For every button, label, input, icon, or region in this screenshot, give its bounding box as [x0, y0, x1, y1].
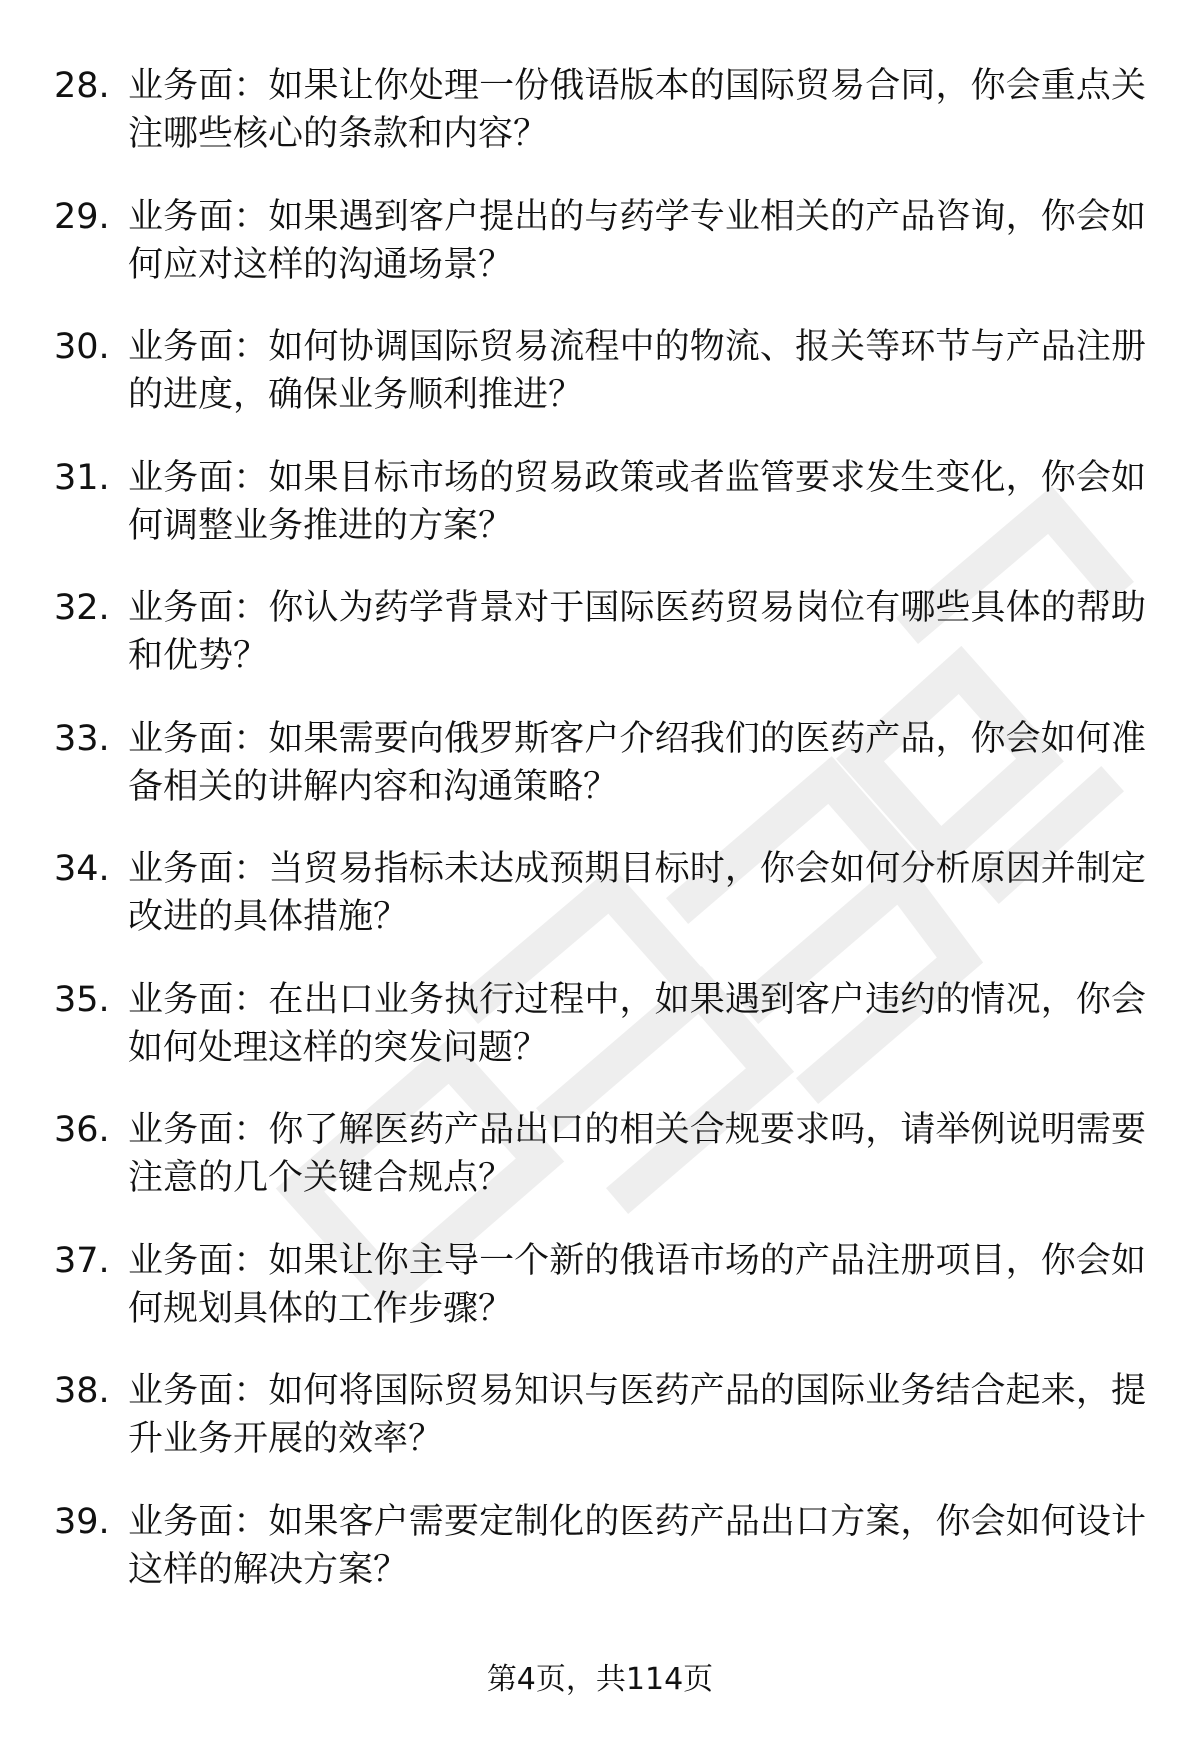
- question-text: 业务面：如果让你主导一个新的俄语市场的产品注册项目，你会如何规划具体的工作步骤？: [128, 1240, 1146, 1329]
- question-number: 38.: [54, 1371, 110, 1411]
- question-item: [0, 323, 1200, 454]
- question-item: [0, 1367, 1200, 1498]
- question-text: 业务面：你了解医药产品出口的相关合规要求吗，请举例说明需要注意的几个关键合规点？: [128, 1110, 1146, 1198]
- question-item: [0, 584, 1200, 715]
- question-number: 39.: [54, 1501, 110, 1542]
- question-text: 业务面：如果需要向俄罗斯客户介绍我们的医药产品，你会如何准备相关的讲解内容和沟通策略？: [128, 718, 1146, 807]
- question-text: 业务面：如果客户需要定制化的医药产品出口方案，你会如何设计这样的解决方案？: [128, 1501, 1146, 1590]
- question-text: 业务面：在出口业务执行过程中，如果遇到客户违约的情况，你会如何处理这样的突发问题？: [128, 979, 1146, 1068]
- question-number: 36.: [54, 1110, 110, 1150]
- question-item: [0, 62, 1200, 193]
- page-number-footer: 第4页，共114页: [486, 1662, 714, 1697]
- question-item: [0, 845, 1200, 976]
- question-list: [0, 62, 1200, 1628]
- question-text: 业务面：如何将国际贸易知识与医药产品的国际业务结合起来，提升业务开展的效率？: [128, 1371, 1146, 1459]
- question-number: 34.: [54, 849, 110, 889]
- question-item: [0, 715, 1200, 846]
- question-text: 业务面：如果遇到客户提出的与药学专业相关的产品咨询，你会如何应对这样的沟通场景？: [128, 196, 1146, 285]
- question-item: [0, 1106, 1200, 1237]
- question-text: 业务面：如果目标市场的贸易政策或者监管要求发生变化，你会如何调整业务推进的方案？: [128, 457, 1146, 546]
- question-item: [0, 454, 1200, 585]
- question-text: 业务面：如果让你处理一份俄语版本的国际贸易合同，你会重点关注哪些核心的条款和内容？: [128, 66, 1146, 154]
- question-number: 29.: [54, 196, 110, 237]
- question-number: 30.: [54, 327, 110, 367]
- question-item: [0, 976, 1200, 1107]
- question-number: 37.: [54, 1240, 110, 1281]
- question-number: 32.: [54, 588, 110, 628]
- question-item: [0, 193, 1200, 324]
- question-number: 28.: [54, 66, 110, 106]
- question-number: 35.: [54, 979, 110, 1020]
- question-number: 31.: [54, 457, 110, 498]
- question-number: 33.: [54, 718, 110, 759]
- question-text: 业务面：当贸易指标未达成预期目标时，你会如何分析原因并制定改进的具体措施？: [128, 849, 1146, 937]
- question-item: [0, 1498, 1200, 1629]
- question-item: [0, 1237, 1200, 1368]
- question-text: 业务面：如何协调国际贸易流程中的物流、报关等环节与产品注册的进度，确保业务顺利推进？: [128, 327, 1146, 415]
- question-text: 业务面：你认为药学背景对于国际医药贸易岗位有哪些具体的帮助和优势？: [128, 588, 1146, 676]
